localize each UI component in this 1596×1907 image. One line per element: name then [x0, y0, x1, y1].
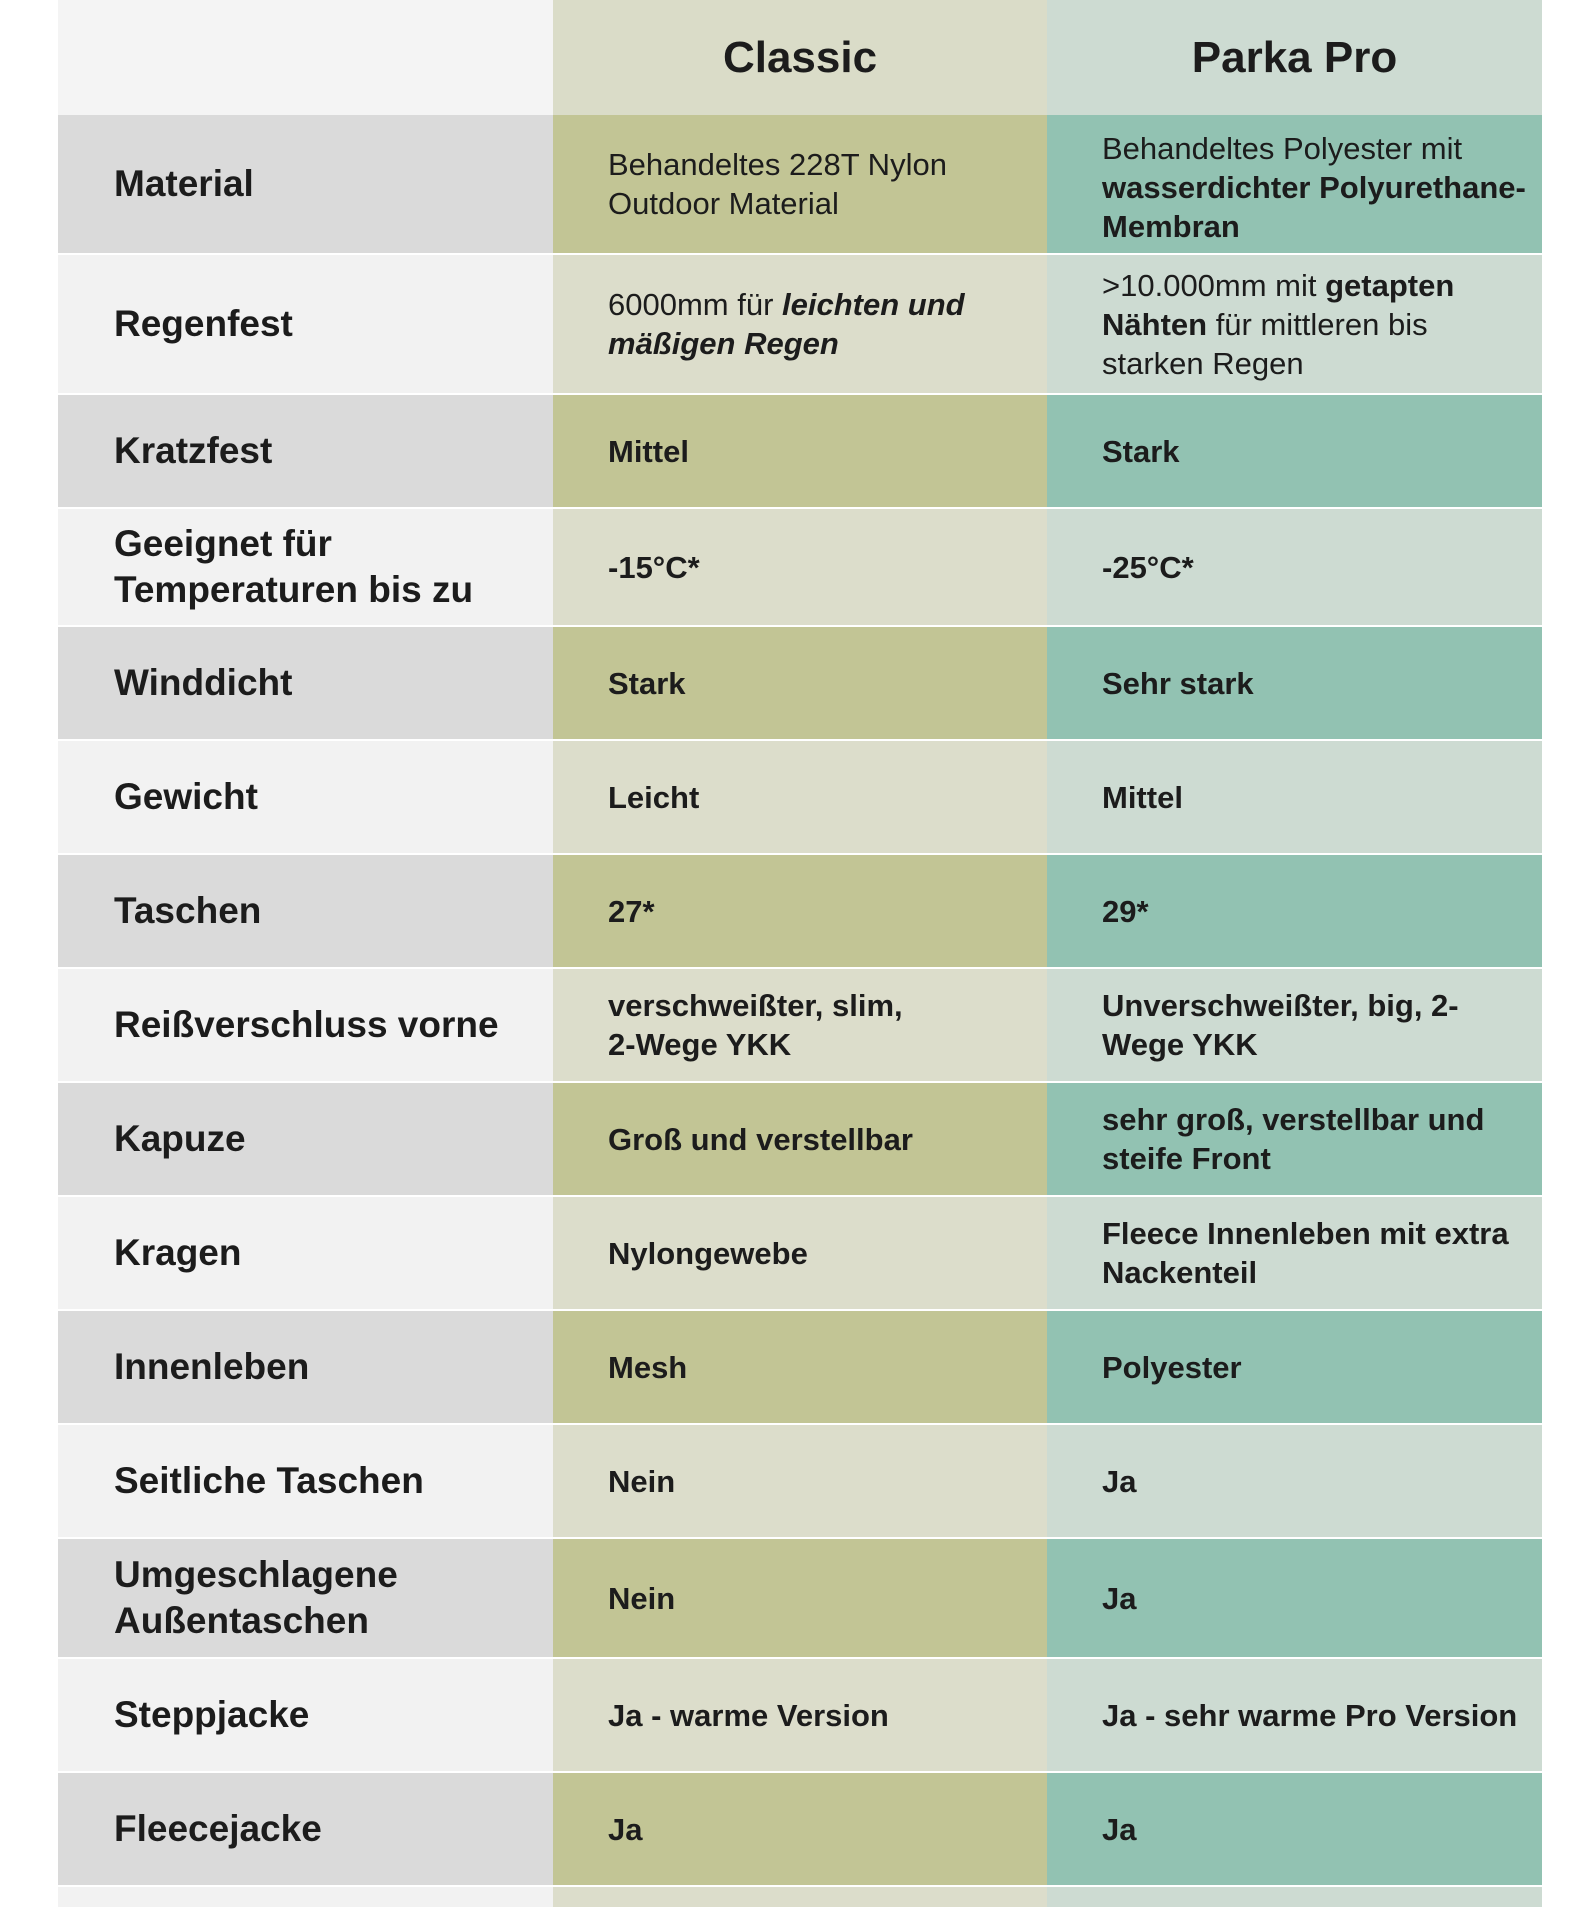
- pro-text: sehr groß, verstellbar und steife Front: [1102, 1102, 1485, 1176]
- pro-text-bold: wasserdichter Polyurethane-Membran: [1102, 170, 1526, 244]
- pro-value: Mittel: [1047, 741, 1542, 855]
- row-label: Winddicht: [58, 627, 553, 741]
- row-label: Umgeschlagene Außentaschen: [58, 1539, 553, 1659]
- row-label: Regenfest: [58, 255, 553, 395]
- pro-value: [1047, 255, 1542, 395]
- classic-text: verschweißter, slim, 2-Wege YKK: [608, 988, 903, 1062]
- classic-value: Nein: [553, 1539, 1047, 1659]
- row-label: Reißverschluss vorne: [58, 969, 553, 1083]
- row-label: Seitliche Taschen: [58, 1425, 553, 1539]
- pro-value: [1047, 115, 1542, 255]
- classic-value: Leicht: [553, 741, 1047, 855]
- classic-value: [553, 115, 1047, 255]
- classic-text-italic: leichten und mäßigen Regen: [608, 287, 965, 361]
- classic-value: 27*: [553, 855, 1047, 969]
- classic-value: [553, 969, 1047, 1083]
- classic-value: Ja: [553, 1773, 1047, 1887]
- classic-value: [553, 255, 1047, 395]
- pro-value: [1047, 1083, 1542, 1197]
- row-label: Gewicht: [58, 741, 553, 855]
- row-label: Taschen: [58, 855, 553, 969]
- header-classic: Classic: [553, 0, 1047, 115]
- pro-value: Ja - sehr warme Pro Version: [1047, 1659, 1542, 1773]
- pro-text: Fleece Innenleben mit extra Nackenteil: [1102, 1216, 1509, 1290]
- classic-value: Mittel: [553, 395, 1047, 509]
- pro-value: [1047, 969, 1542, 1083]
- pro-text: Unverschweißter, big, 2-Wege YKK: [1102, 988, 1459, 1062]
- classic-value: Stark: [553, 627, 1047, 741]
- row-label: Geeignet für Temperaturen bis zu: [58, 509, 553, 627]
- classic-value: Ja - warme Version: [553, 1659, 1047, 1773]
- classic-value: Groß und verstellbar: [553, 1083, 1047, 1197]
- row-label: Kratzfest: [58, 395, 553, 509]
- row-label: Innenleben: [58, 1311, 553, 1425]
- pro-value: Polyester: [1047, 1311, 1542, 1425]
- row-label: Kapuze: [58, 1083, 553, 1197]
- classic-value: -15°C*: [553, 509, 1047, 627]
- row-label: Steppjacke: [58, 1659, 553, 1773]
- pro-text-bold: getapten Nähten: [1102, 267, 1455, 342]
- classic-value: Nein: [553, 1425, 1047, 1539]
- row-label-partial: [58, 1887, 553, 1907]
- pro-value: Ja: [1047, 1539, 1542, 1659]
- row-label: Kragen: [58, 1197, 553, 1311]
- row-label: Material: [58, 115, 553, 255]
- pro-value-partial: [1047, 1887, 1542, 1907]
- pro-value: Ja: [1047, 1425, 1542, 1539]
- pro-value: Stark: [1047, 395, 1542, 509]
- classic-value-partial: [553, 1887, 1047, 1907]
- pro-value: [1047, 1197, 1542, 1311]
- comparison-table: [58, 0, 1542, 1907]
- classic-text-normal: 6000mm für: [608, 287, 783, 322]
- header-empty-cell: [58, 0, 553, 115]
- classic-text: Behandeltes 228T Nylon Outdoor Material: [608, 147, 947, 221]
- row-label: Fleecejacke: [58, 1773, 553, 1887]
- pro-value: -25°C*: [1047, 509, 1542, 627]
- classic-value: Nylongewebe: [553, 1197, 1047, 1311]
- pro-value: Ja: [1047, 1773, 1542, 1887]
- pro-value: Sehr stark: [1047, 627, 1542, 741]
- header-parka-pro: Parka Pro: [1047, 0, 1542, 115]
- pro-text-normal: >10.000mm mit: [1102, 267, 1326, 303]
- pro-value: 29*: [1047, 855, 1542, 969]
- pro-text-normal: Behandeltes Polyester mit: [1102, 131, 1463, 166]
- pro-text-normal-end: für mittleren bis starken Regen: [1102, 306, 1428, 381]
- classic-value: Mesh: [553, 1311, 1047, 1425]
